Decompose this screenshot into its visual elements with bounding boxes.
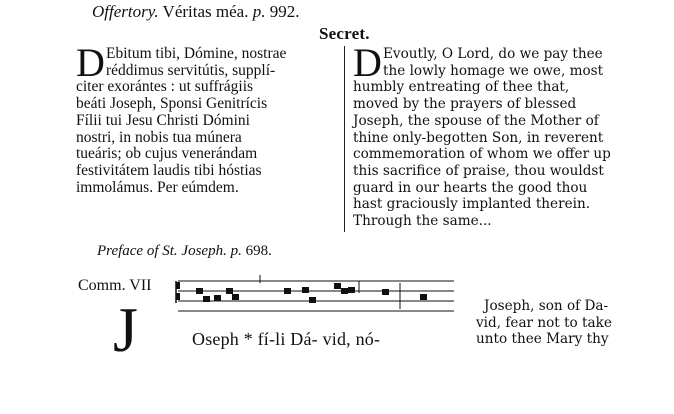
communion-label: Comm. VII [78,277,152,294]
preface-page-ref: p. [226,243,242,259]
c-clef-icon [176,281,180,303]
latin-line: tueáris; ob cujus venerándam [76,145,258,163]
english-line: humbly entreating of thee that, [353,79,570,96]
english-line: thine only-begotten Son, in reverent [353,129,604,146]
chant-lyrics: Oseph * fí-li Dá- vid, nó- [192,329,381,349]
preface-line [97,243,272,260]
offertory-text: Véritas méa. [158,2,249,21]
communion-initial: J [113,294,138,365]
latin-line: festivitátem laudis tibi hóstias [76,161,262,179]
english-line: Evoutly, O Lord, do we pay thee [383,46,603,62]
english-line: guard in our hearts the good thou [353,179,588,196]
communion-english [476,298,644,348]
offertory-line [92,2,299,22]
communion-english-line: Joseph, son of Da- [484,298,609,314]
latin-line: nostri, in nobis tua múnera [76,128,242,146]
english-line: hast graciously implanted therein. [353,196,591,213]
bar-lines [260,275,400,309]
latin-line: citer exorántes : ut suffrágiis [76,78,254,96]
latin-line: beáti Joseph, Sponsi Genitrícis [76,95,268,113]
chant-staff [174,273,456,321]
english-line: Joseph, the spouse of the Mother of [353,112,599,129]
english-dropcap: D [353,40,382,85]
preface-page-num: 698. [241,243,272,259]
english-line: moved by the prayers of blessed [353,96,577,113]
offertory-page-ref: p. [248,2,266,21]
offertory-page-num: 992. [265,2,300,21]
offertory-label: Offertory. [92,2,159,21]
latin-dropcap: D [76,40,105,85]
english-line: this sacrifice of praise, thou wouldst [353,162,604,179]
latin-line: réddimus servitútis, supplí- [106,61,276,79]
communion-english-line: vid, fear not to take [476,314,612,331]
preface-label: Preface of St. Joseph. [97,243,227,259]
english-line: Through the same... [353,213,492,230]
english-column [353,40,640,230]
english-line: the lowly homage we owe, most [383,62,604,79]
secret-title: Secret. [319,24,370,43]
neumes-icon [196,283,427,303]
latin-column [76,40,338,196]
english-line: commemoration of whom we offer up [353,146,611,163]
column-divider [344,46,345,232]
communion-english-line: unto thee Mary thy [476,331,609,348]
latin-line: immolámus. Per eúmdem. [76,178,239,196]
latin-line: Fílii tui Jesu Christi Dómini [76,111,250,129]
latin-line: Ebitum tibi, Dómine, nostrae [106,45,287,62]
